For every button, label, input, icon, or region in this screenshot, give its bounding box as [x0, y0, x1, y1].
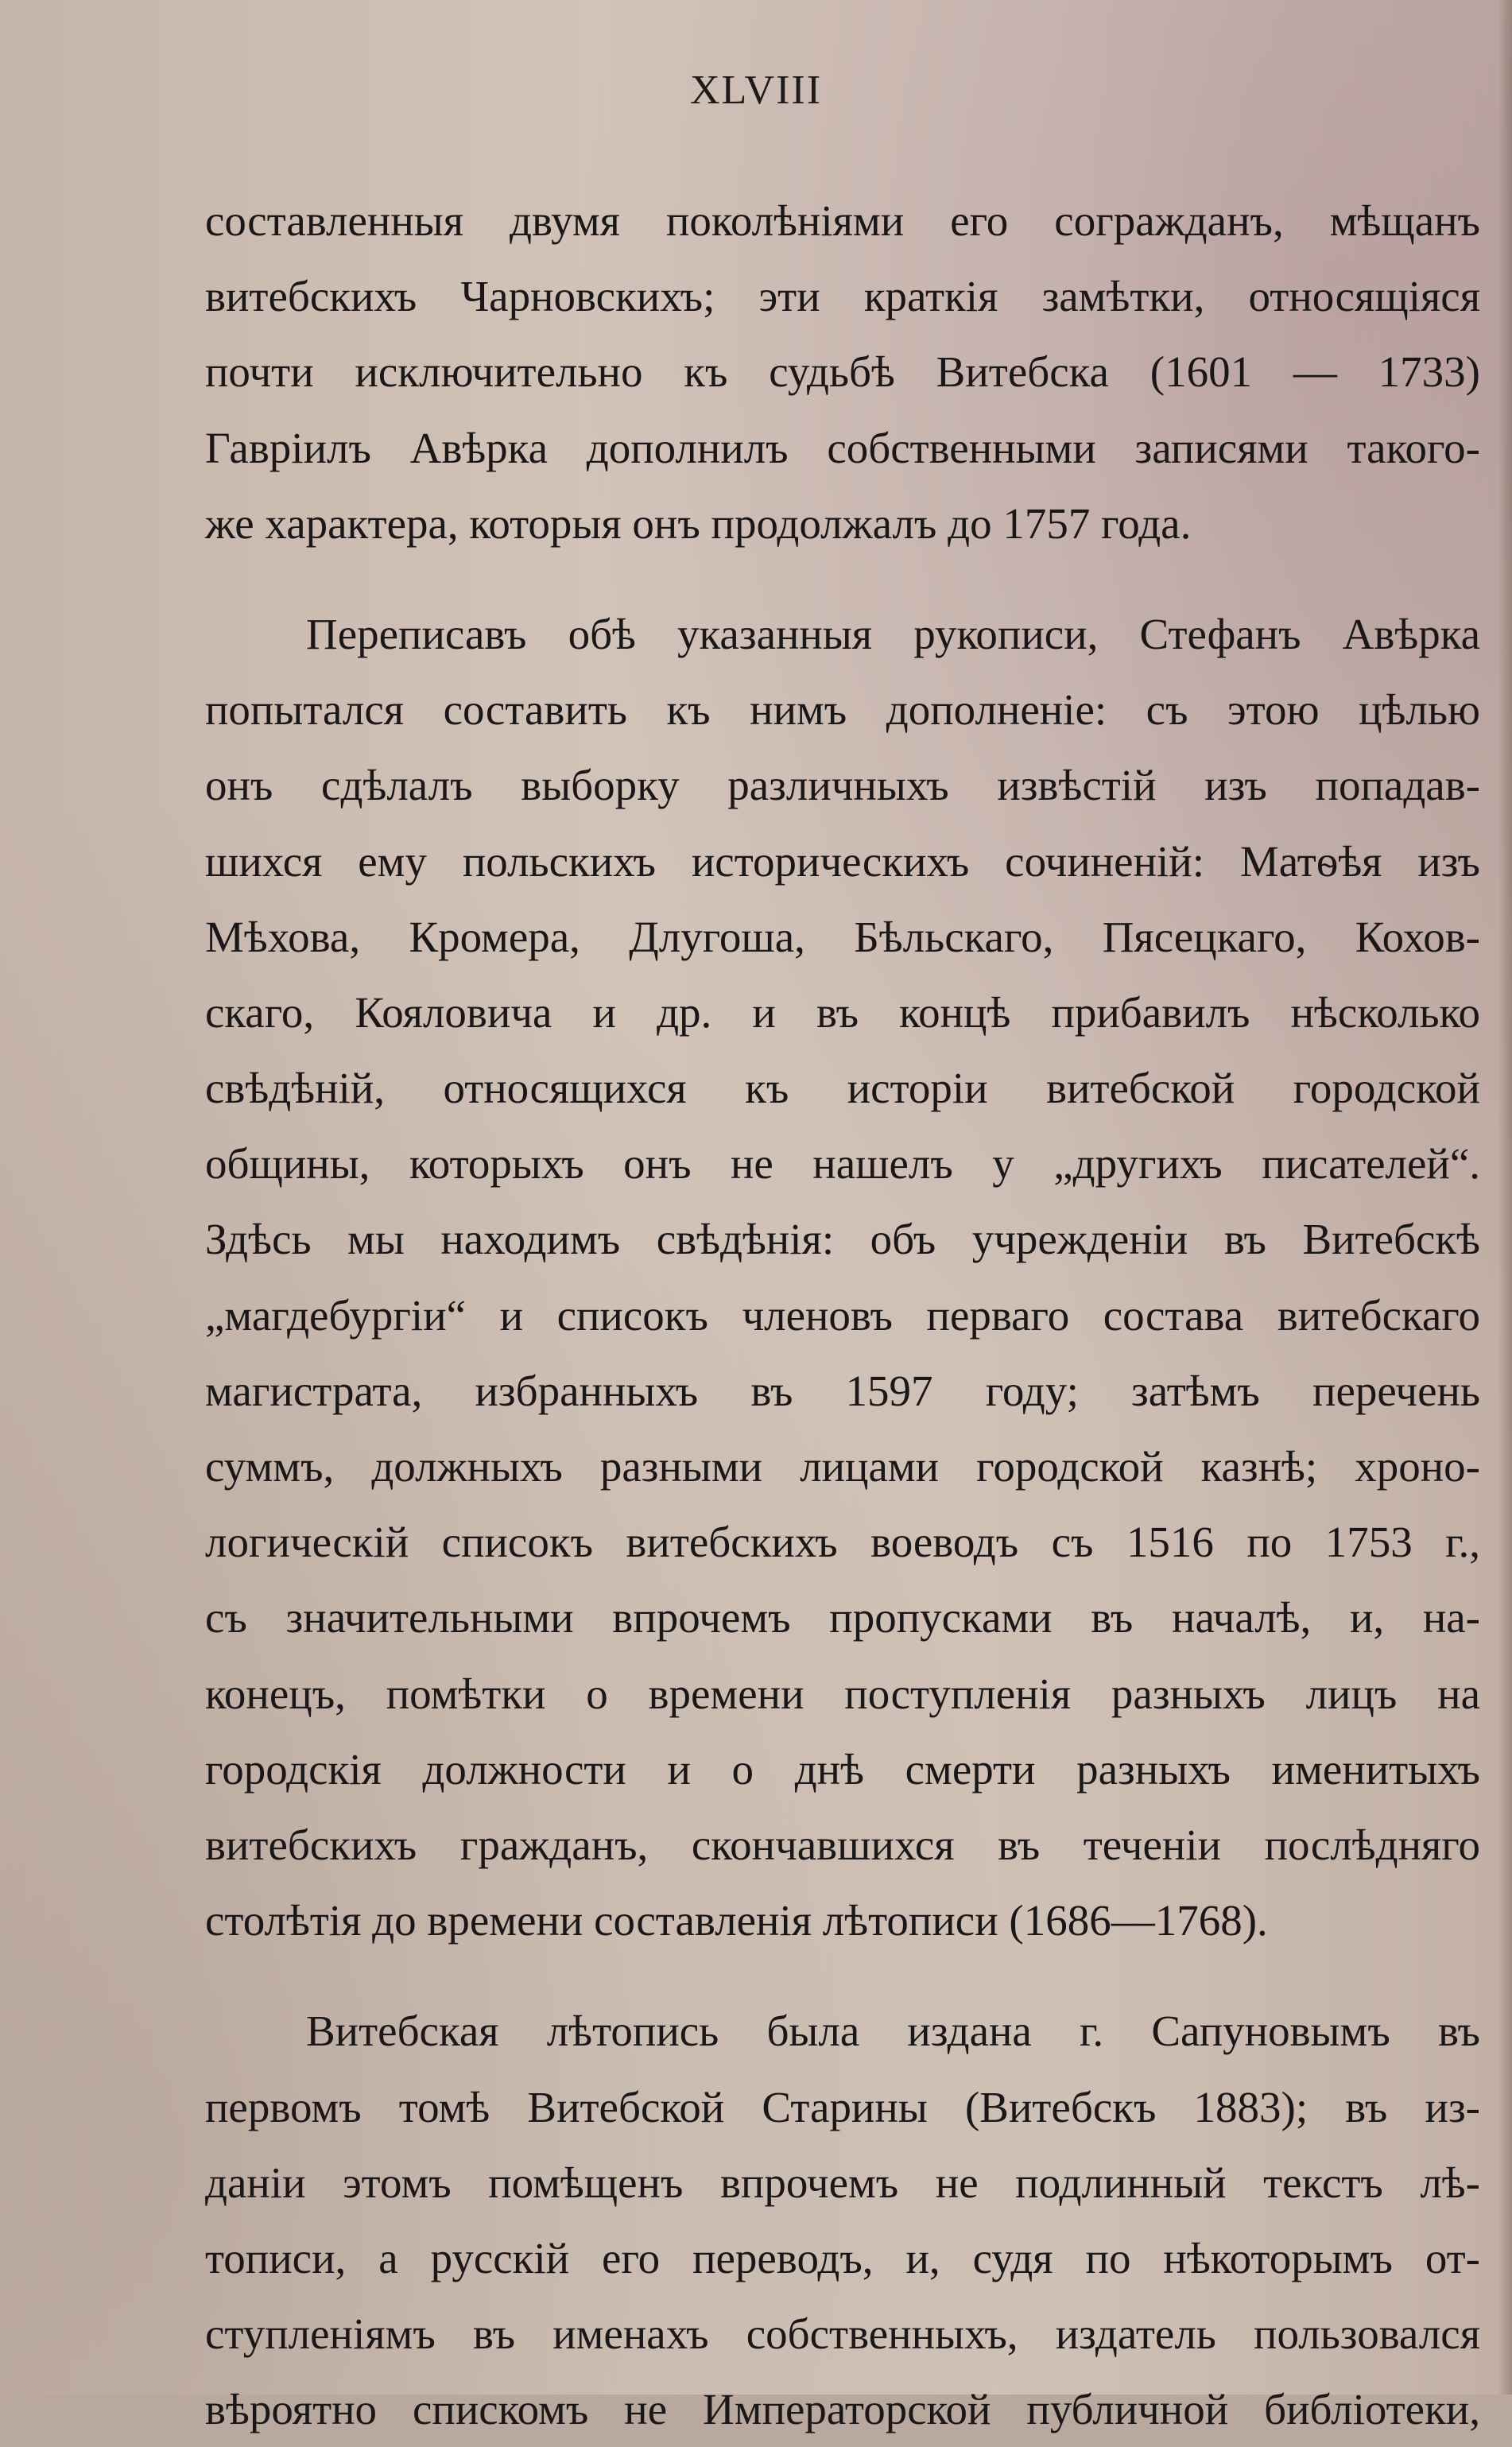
- text-line: городскія должности и о днѣ смерти разныхъ именитыхъ: [205, 1744, 1480, 1794]
- text-line: столѣтія до времени составленія лѣтописи (1686—1768).: [205, 1896, 1268, 1945]
- text-line: свѣдѣній, относящихся къ исторіи витебской городской: [205, 1064, 1480, 1113]
- text-line: даніи этомъ помѣщенъ впрочемъ не подлинный текстъ лѣ-: [205, 2158, 1480, 2207]
- body-text: [205, 183, 1480, 2447]
- text-line: вѣроятно спискомъ не Императорской публичной библіотеки,: [205, 2385, 1480, 2434]
- text-line: общины, которыхъ онъ не нашелъ у „другихъ писателей“.: [205, 1139, 1480, 1189]
- text-line: логическій списокъ витебскихъ воеводъ съ 1516 по 1753 г.,: [205, 1518, 1480, 1567]
- text-line: Витебская лѣтопись была издана г. Сапуновымъ въ: [306, 2007, 1480, 2056]
- text-line: „магдебургіи“ и списокъ членовъ перваго состава витебскаго: [205, 1290, 1480, 1340]
- text-line: шихся ему польскихъ историческихъ сочиненій: Матѳѣя изъ: [205, 836, 1480, 886]
- text-line: Здѣсь мы находимъ свѣдѣнія: объ учрежденіи въ Витебскѣ: [205, 1215, 1480, 1264]
- text-line: Гавріилъ Авѣрка дополнилъ собственными записями такого-: [205, 423, 1480, 472]
- text-line: попытался составить къ нимъ дополненіе: съ этою цѣлью: [205, 685, 1480, 735]
- text-line: скаго, Кояловича и др. и въ концѣ прибавилъ нѣсколько: [205, 987, 1480, 1037]
- text-line: тописи, а русскій его переводъ, и, судя по нѣкоторымъ от-: [205, 2233, 1480, 2282]
- text-line: ступленіямъ въ именахъ собственныхъ, издатель пользовался: [205, 2309, 1480, 2359]
- text-line: витебскихъ Чарновскихъ; эти краткія замѣтки, относящіяся: [205, 272, 1480, 321]
- text-line: первомъ томѣ Витебской Старины (Витебскъ 1883); въ из-: [205, 2082, 1480, 2131]
- text-line: почти исключительно къ судьбѣ Витебска (1601 — 1733): [205, 347, 1480, 397]
- text-line: же характера, которыя онъ продолжалъ до 1757 года.: [205, 498, 1192, 548]
- paragraph-gap: [205, 561, 1480, 596]
- text-line: суммъ, должныхъ разными лицами городской казнѣ; хроно-: [205, 1442, 1480, 1491]
- text-line: Мѣхова, Кромера, Длугоша, Бѣльскаго, Пясецкаго, Кохов-: [205, 912, 1480, 961]
- text-line: онъ сдѣлалъ выборку различныхъ извѣстій изъ попадав-: [205, 761, 1480, 810]
- text-line: витебскихъ гражданъ, скончавшихся въ теченіи послѣдняго: [205, 1820, 1480, 1869]
- text-line: съ значительными впрочемъ пропусками въ началѣ, и, на-: [205, 1593, 1480, 1642]
- page-number: XLVIII: [689, 68, 823, 113]
- page-edge-shadow: [1498, 0, 1512, 2395]
- text-line: конецъ, помѣтки о времени поступленія разныхъ лицъ на: [205, 1669, 1480, 1718]
- text-line: составленныя двумя поколѣніями его согражданъ, мѣщанъ: [205, 196, 1480, 245]
- paragraph-gap: [205, 1958, 1480, 1993]
- text-line: Переписавъ обѣ указанныя рукописи, Стефанъ Авѣрка: [306, 609, 1480, 658]
- text-line: магистрата, избранныхъ въ 1597 году; затѣмъ перечень: [205, 1366, 1480, 1415]
